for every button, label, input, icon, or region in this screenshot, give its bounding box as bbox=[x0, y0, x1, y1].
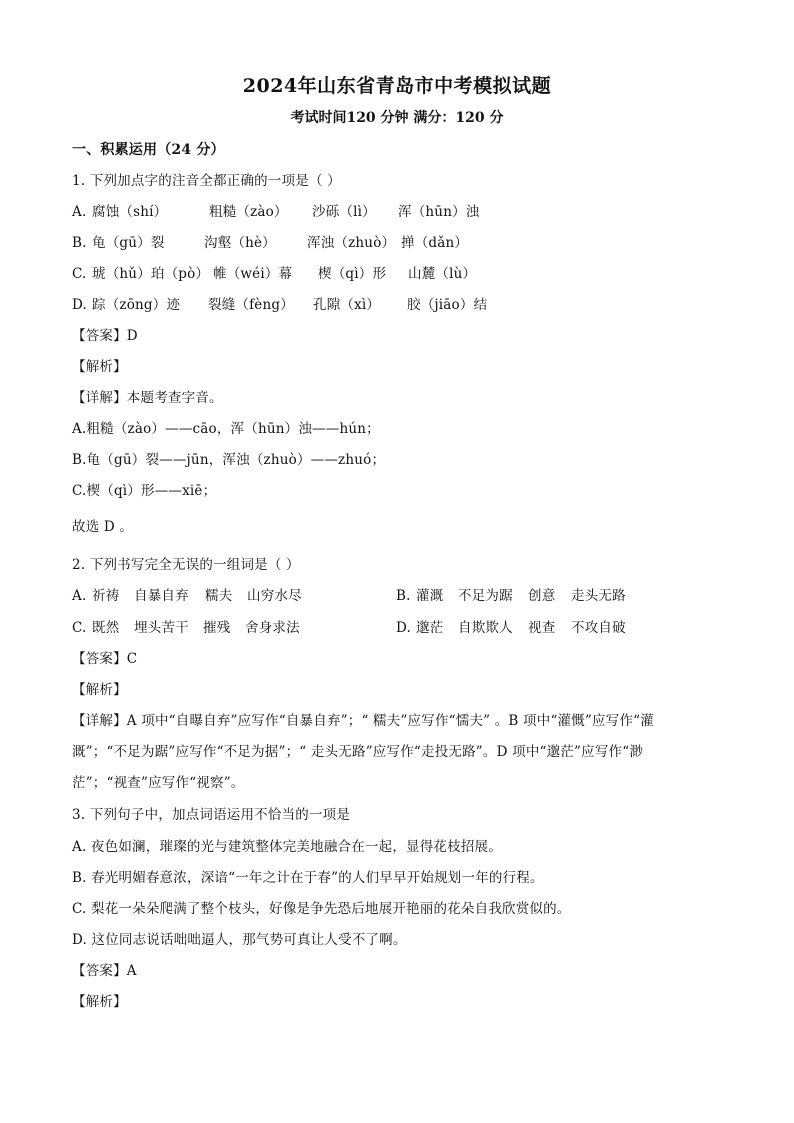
q2-option-a bbox=[72, 587, 302, 605]
q1-analysis-label: 【解析】 bbox=[72, 359, 127, 375]
q2-stem: 2. 下列书写完全无误的一组词是（ ） bbox=[72, 557, 300, 573]
q2-c-word2: 埋头苦干 bbox=[134, 620, 189, 636]
option-letter: D. bbox=[72, 297, 88, 313]
section-heading: 一、积累运用（24 分） bbox=[72, 142, 225, 158]
q2-a-word4: 山穷水尽 bbox=[247, 588, 302, 604]
q2-a-word2: 自暴自弃 bbox=[134, 588, 189, 604]
q1-d-word1: 踪（zōng）迹 bbox=[92, 297, 181, 313]
q2-c-word4: 舍身求法 bbox=[245, 620, 300, 636]
q2-c-word3: 摧残 bbox=[203, 620, 231, 636]
q2-b-word2: 不足为踞 bbox=[458, 588, 513, 604]
q1-explain-c: C.楔（qì）形——xiē； bbox=[72, 483, 217, 499]
page-title: 2024年山东省青岛市中考模拟试题 bbox=[242, 75, 552, 97]
exam-info: 考试时间120 分钟 满分：120 分 bbox=[290, 110, 504, 126]
q1-conclusion: 故选 D 。 bbox=[72, 519, 134, 535]
option-letter: B. bbox=[396, 588, 411, 604]
q2-d-word2: 自欺欺人 bbox=[458, 620, 513, 636]
q3-option-d: D. 这位同志说话咄咄逼人，那气势可真让人受不了啊。 bbox=[72, 932, 407, 948]
q2-answer: 【答案】C bbox=[72, 651, 138, 667]
q1-option-c bbox=[72, 265, 477, 283]
q1-a-word2: 粗糙（zào） bbox=[209, 204, 288, 220]
q2-d-word1: 邈茫 bbox=[416, 620, 444, 636]
q1-b-word2: 沟壑（hè） bbox=[204, 235, 276, 251]
q1-answer: 【答案】D bbox=[72, 328, 138, 344]
q1-detail: 【详解】本题考查字音。 bbox=[72, 390, 223, 406]
q1-d-word4: 胶（jiāo）结 bbox=[407, 297, 488, 313]
q2-b-word1: 灌溉 bbox=[416, 588, 444, 604]
q2-d-word4: 不攻自破 bbox=[571, 620, 626, 636]
q2-a-word3: 糯夫 bbox=[205, 588, 233, 604]
option-letter: B. bbox=[72, 235, 87, 251]
q1-a-word1: 腐蚀（shí） bbox=[92, 204, 168, 220]
q2-a-word1: 祈祷 bbox=[92, 588, 120, 604]
q1-c-word1: 琥（hǔ）珀（pò） bbox=[92, 266, 210, 282]
option-letter: C. bbox=[72, 266, 87, 282]
q3-option-a: A. 夜色如澜，璀璨的光与建筑整体完美地融合在一起，显得花枝招展。 bbox=[72, 839, 502, 855]
q1-option-b bbox=[72, 234, 469, 252]
q1-c-word3: 楔（qì）形 bbox=[318, 266, 387, 282]
q1-c-word4: 山麓（lù） bbox=[408, 266, 477, 282]
q2-detail-line2: 溉”；“不足为踞”应写作“不足为据”；“ 走头无路”应写作“走投无路”。D 项中“邈茫”应写作“渺 bbox=[72, 744, 644, 760]
q2-b-word4: 走头无路 bbox=[571, 588, 626, 604]
q1-explain-a: A.粗糙（zào）——cāo，浑（hūn）浊——hún； bbox=[72, 421, 380, 437]
q1-a-word4: 浑（hūn）浊 bbox=[398, 204, 480, 220]
option-letter: A. bbox=[72, 588, 87, 604]
q2-option-d bbox=[396, 619, 626, 637]
q1-stem: 1. 下列加点字的注音全都正确的一项是（ ） bbox=[72, 173, 341, 189]
q2-b-word3: 创意 bbox=[528, 588, 556, 604]
q2-option-b bbox=[396, 587, 626, 605]
q2-detail-line3: 茫”；“视查”应写作“视察”。 bbox=[72, 775, 245, 791]
q3-answer: 【答案】A bbox=[72, 963, 137, 979]
q2-c-word1: 既然 bbox=[92, 620, 120, 636]
q1-b-word1: 龟（gū）裂 bbox=[92, 235, 165, 251]
q1-d-word3: 孔隙（xì） bbox=[313, 297, 381, 313]
q3-option-c: C. 梨花一朵朵爬满了整个枝头，好像是争先恐后地展开艳丽的花朵自我欣赏似的。 bbox=[72, 901, 571, 917]
q3-analysis-label: 【解析】 bbox=[72, 994, 127, 1010]
q1-option-a bbox=[72, 203, 480, 221]
q1-a-word3: 沙砾（lì） bbox=[312, 204, 376, 220]
q3-stem: 3. 下列句子中，加点词语运用不恰当的一项是 bbox=[72, 807, 351, 823]
q2-detail-line1: 【详解】A 项中“自曝自弃”应写作“自暴自弃”；“ 糯夫”应写作“懦夫” 。B 项中“灌慨”应写作“灌 bbox=[72, 713, 654, 729]
option-letter: A. bbox=[72, 204, 87, 220]
q1-b-word3: 浑浊（zhuò） bbox=[307, 235, 396, 251]
q2-d-word3: 视查 bbox=[528, 620, 556, 636]
q2-analysis-label: 【解析】 bbox=[72, 682, 127, 698]
option-letter: C. bbox=[72, 620, 87, 636]
q1-option-d bbox=[72, 296, 488, 314]
option-letter: D. bbox=[396, 620, 412, 636]
q1-b-word4: 掸（dǎn） bbox=[401, 235, 469, 251]
q1-explain-b: B.龟（gū）裂——jūn，浑浊（zhuò）——zhuó； bbox=[72, 452, 386, 468]
q1-c-word2: 帷（wéi）幕 bbox=[213, 266, 293, 282]
q3-option-b: B. 春光明媚春意浓，深谙“一年之计在于春”的人们早早开始规划一年的行程。 bbox=[72, 870, 544, 886]
q2-option-c bbox=[72, 619, 300, 637]
q1-d-word2: 裂缝（fèng） bbox=[208, 297, 294, 313]
